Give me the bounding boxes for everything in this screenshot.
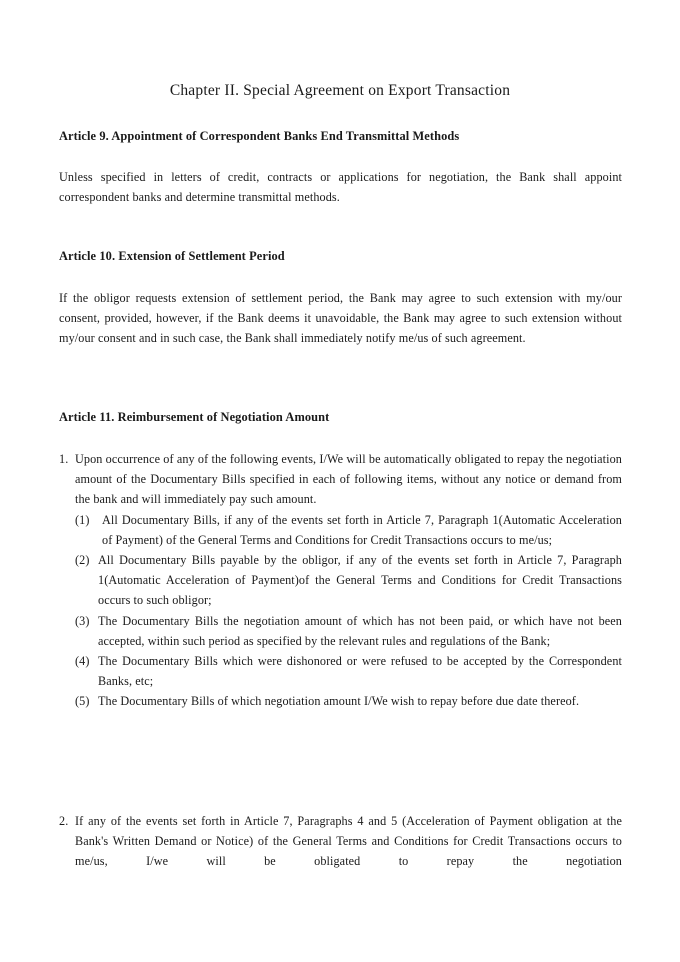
sub-item-4	[75, 651, 622, 691]
article-10-heading: Article 10. Extension of Settlement Period	[59, 249, 285, 263]
sub-item-list	[75, 510, 622, 712]
item-number: 1.	[59, 452, 69, 466]
sub-item-number: (4)	[75, 654, 90, 669]
sub-item-text: All Documentary Bills payable by the obligor, if any of the events set forth in Article 7, Paragraph 1(Automatic Acceleration of Payment)of the General Terms and Conditions for Credit Transactions occurs to such obligor;	[98, 553, 622, 608]
sub-item-number: (2)	[75, 553, 90, 568]
sub-item-1	[75, 510, 622, 550]
article-10-body: If the obligor requests extension of settlement period, the Bank may agree to such extension with my/our consent, provided, however, if the Bank deems it unavoidable, the Bank may agree to such extension without my/our consent and in such case, the Bank shall immediately notify me/us of such agreement.	[59, 291, 622, 346]
item-number: 2.	[59, 814, 69, 828]
article-11-item-2	[59, 811, 622, 872]
article-9-body: Unless specified in letters of credit, contracts or applications for negotiation, the Bank shall appoint correspondent banks and determine transmittal methods.	[59, 170, 622, 205]
sub-item-number: (5)	[75, 694, 90, 709]
chapter-title: Chapter II. Special Agreement on Export Transaction	[169, 82, 511, 99]
sub-item-text: All Documentary Bills, if any of the events set forth in Article 7, Paragraph 1(Automatic Acceleration of Payment) of the General Terms and Conditions for Credit Transactions occurs to me/us;	[102, 512, 622, 547]
sub-item-3	[75, 611, 622, 651]
sub-item-number: (1)	[75, 512, 90, 527]
article-11-heading: Article 11. Reimbursement of Negotiation Amount	[59, 410, 330, 424]
article-11-item-1	[59, 449, 622, 712]
sub-item-text: The Documentary Bills which were dishonored or were refused to be accepted by the Correspondent Banks, etc;	[98, 654, 622, 689]
article-9-heading: Article 9. Appointment of Correspondent Banks End Transmittal Methods	[59, 129, 460, 143]
sub-item-number: (3)	[75, 613, 90, 628]
item-text: If any of the events set forth in Article 7, Paragraphs 4 and 5 (Acceleration of Payment obligation at the Bank's Written Demand or Notice) of the General Terms and Conditions for Credit Transactions occurs to me/us, I/we will be obligated to repay the negotiation	[75, 814, 622, 869]
item-text: Upon occurrence of any of the following events, I/We will be automatically obligated to repay the negotiation amount of the Documentary Bills specified in each of following items, without any notice or demand from the bank and will immediately pay such amount.	[75, 452, 622, 507]
sub-item-text: The Documentary Bills of which negotiation amount I/We wish to repay before due date thereof.	[98, 694, 580, 709]
sub-item-5	[75, 691, 622, 711]
sub-item-text: The Documentary Bills the negotiation amount of which has not been paid, or which have not been accepted, within such period as specified by the relevant rules and regulations of the Bank;	[98, 613, 622, 648]
sub-item-2	[75, 550, 622, 611]
